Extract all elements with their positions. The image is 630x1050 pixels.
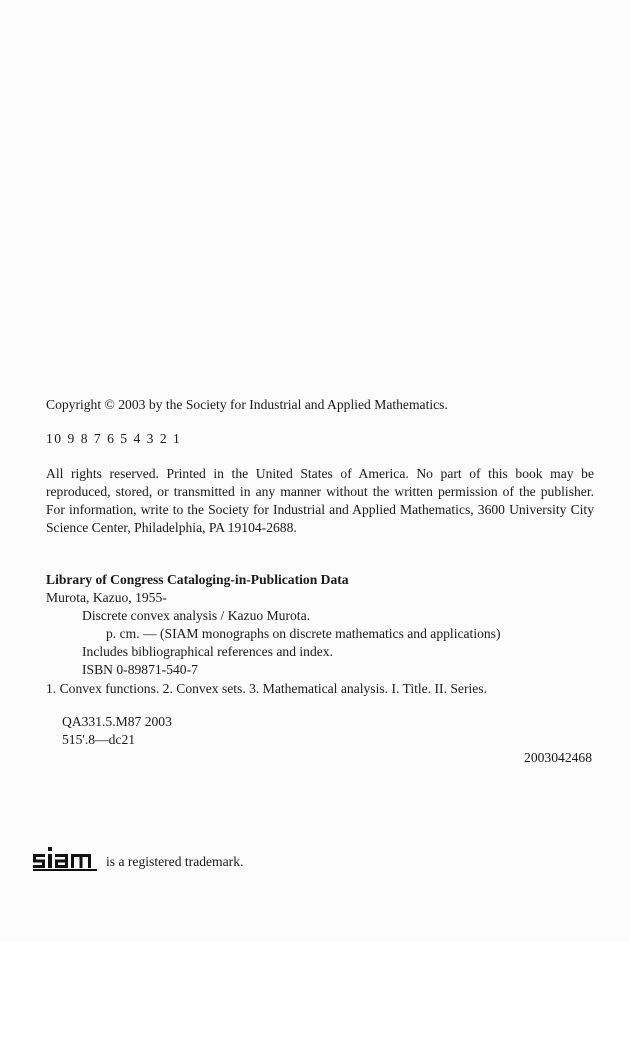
printing-number-line: 10 9 8 7 6 5 4 3 2 1: [46, 431, 182, 446]
cip-data-block: [46, 571, 594, 767]
siam-logo: [33, 845, 97, 871]
copyright-page-content: [46, 396, 594, 767]
rights-paragraph: All rights reserved. Printed in the United States of America. No part of this book may be reproduced, stored, or transmitted in any manner without the written permission of the publisher. For information, write to the Society for Industrial and Applied Mathematics, 3600 University City Science Center, Philadelphia, PA 19104-2688.: [46, 466, 594, 535]
cip-call-numbers: [46, 713, 594, 749]
cip-series: p. cm. — (SIAM monographs on discrete mathematics and applications): [106, 626, 501, 641]
cip-isbn: ISBN 0-89871-540-7: [82, 662, 198, 677]
lc-call-number: QA331.5.M87 2003: [62, 714, 172, 729]
cip-title: Discrete convex analysis / Kazuo Murota.: [82, 608, 311, 623]
cip-heading: Library of Congress Cataloging-in-Publication Data: [46, 572, 349, 587]
copyright-line: Copyright © 2003 by the Society for Industrial and Applied Mathematics.: [46, 397, 448, 412]
lccn-number: 2003042468: [524, 750, 592, 765]
trademark-notice: [33, 845, 243, 871]
cip-subjects: 1. Convex functions. 2. Convex sets. 3. Mathematical analysis. I. Title. II. Series.: [46, 681, 487, 696]
trademark-text: is a registered trademark.: [106, 854, 244, 869]
cip-author: Murota, Kazuo, 1955-: [46, 590, 167, 605]
cip-includes: Includes bibliographical references and index.: [82, 644, 333, 659]
dewey-number: 515'.8—dc21: [62, 732, 136, 747]
